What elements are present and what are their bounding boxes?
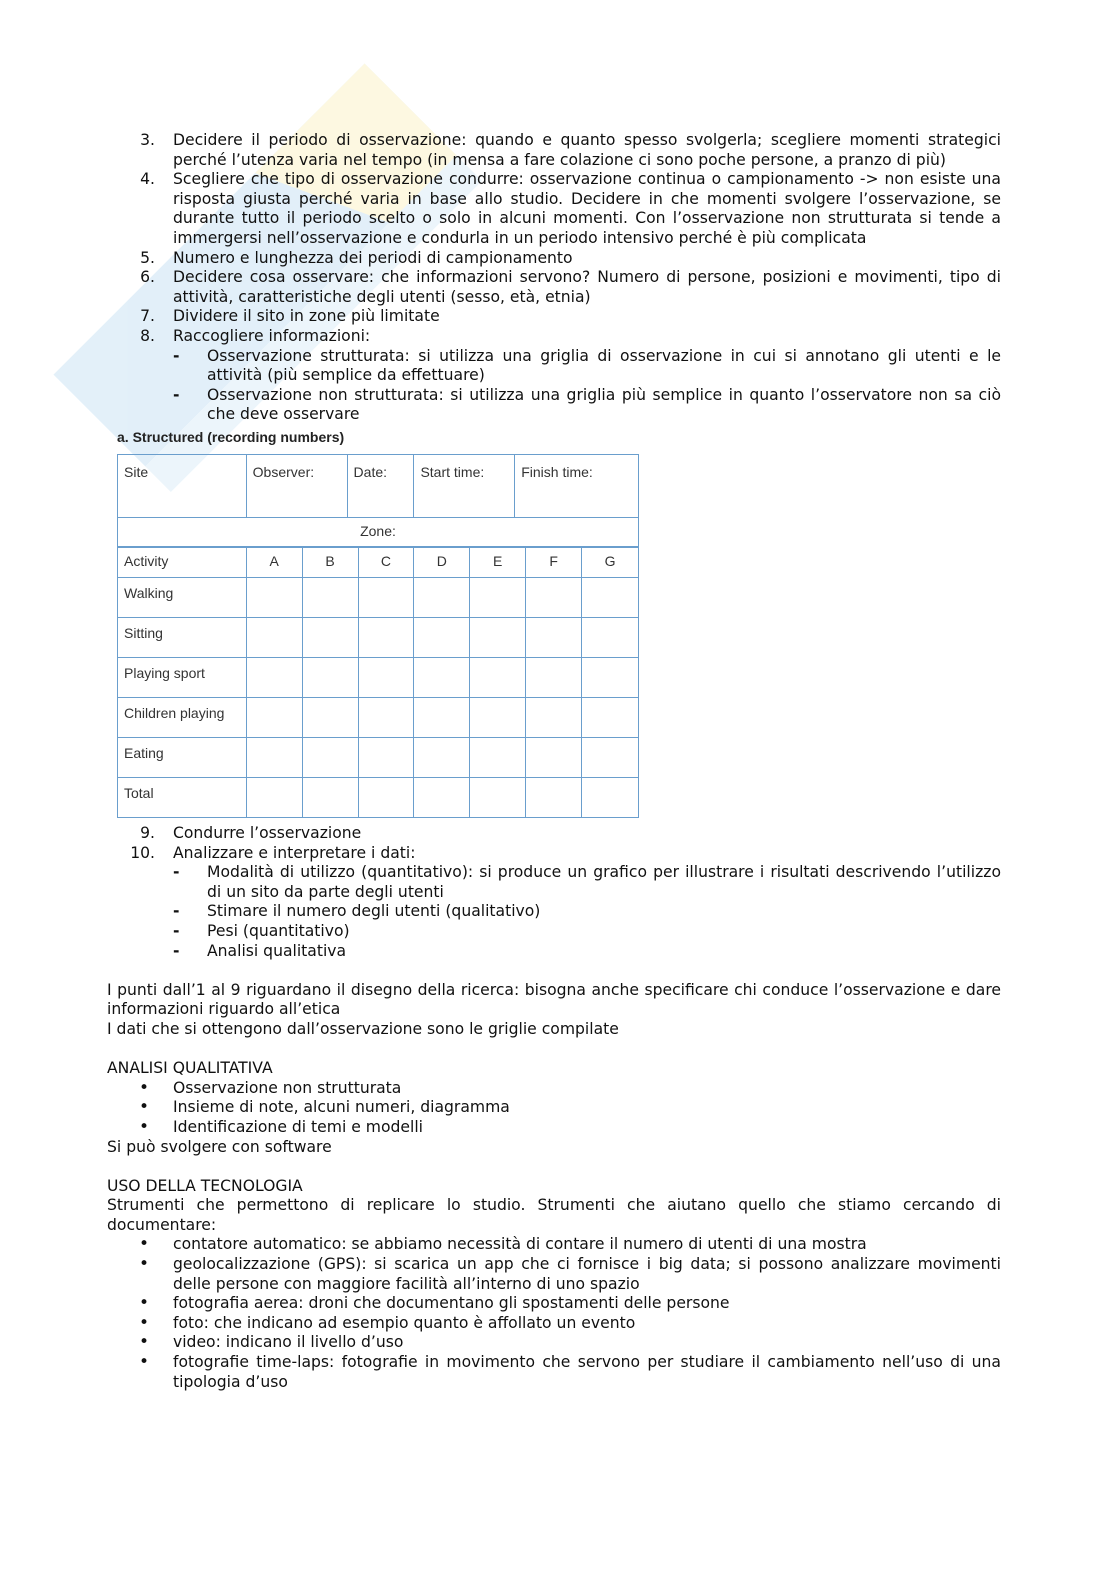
empty-cell [414,778,470,818]
empty-cell [358,698,414,738]
sublist-text: Stimare il numero degli utenti (qualitativo) [207,902,541,921]
bullet-text: contatore automatico: se abbiamo necessità di contare il numero di utenti di una mostra [173,1235,867,1254]
bullet-text: fotografia aerea: droni che documentano gli spostamenti delle persone [173,1294,730,1313]
table-row [118,658,639,698]
step10-sublist [173,863,1001,961]
empty-cell [302,658,358,698]
empty-cell [358,738,414,778]
empty-cell [302,778,358,818]
dash-marker: - [173,346,180,365]
empty-cell [246,658,302,698]
empty-cell [414,738,470,778]
dash-marker: - [173,902,180,921]
empty-cell [302,698,358,738]
activity-label: Walking [118,578,247,618]
empty-cell [526,658,582,698]
spacer [107,1157,1001,1177]
empty-cell [526,738,582,778]
empty-cell [246,698,302,738]
table-row [118,698,639,738]
bullet-item [107,1353,1001,1392]
item-text: Decidere il periodo di osservazione: quando e quanto spesso svolgerla; scegliere momenti strategici perché l’utenza varia nel tempo (in mensa a fare colazione ci sono poche persone, a pranzo di più) [173,131,1001,169]
table-row [118,738,639,778]
bullet-marker: • [139,1234,150,1255]
sublist-text: Analisi qualitativa [207,941,347,960]
table-header-row [118,454,639,517]
zone-column-header: B [302,547,358,578]
bullet-marker: • [139,1312,150,1333]
header-cell: Finish time: [515,454,639,517]
header-cell: Start time: [414,454,515,517]
item-text: Decidere cosa osservare: che informazioni servono? Numero di persone, posizioni e movimenti, tipo di attività, caratteristiche degli utenti (sesso, età, etnia) [173,268,1001,306]
bullet-item [107,1314,1001,1334]
paragraph: Si può svolgere con software [107,1137,332,1156]
empty-cell [526,578,582,618]
empty-cell [582,658,639,698]
bullet-item [107,1333,1001,1353]
bullet-marker: • [139,1332,150,1353]
list-item [107,249,1001,269]
empty-cell [246,578,302,618]
item-text: Scegliere che tipo di osservazione condurre: osservazione continua o campionamento -> non esiste una risposta giusta perché varia in base allo studio. Decidere in che momenti svolgere l’osservazione, se durante tutto il periodo scelto o solo in alcuni momenti. Con l’osservazione non strutturata si tende a immergersi nell’osservazione e condurla in un periodo intensivo perché è più complicata [173,170,1001,247]
zone-column-header: D [414,547,470,578]
empty-cell [582,778,639,818]
list-item [107,824,1001,844]
bullet-item [107,1098,1001,1118]
bullet-text: video: indicano il livello d’uso [173,1333,404,1352]
spacer [107,961,1001,981]
sublist-item [173,942,1001,962]
table-row [118,778,639,818]
bullet-text: foto: che indicano ad esempio quanto è affollato un evento [173,1313,636,1332]
item-number: 7. [140,307,155,326]
bullet-marker: • [139,1097,150,1118]
section-heading-qualitative: ANALISI QUALITATIVA [107,1059,273,1078]
empty-cell [358,618,414,658]
bullet-text: geolocalizzazione (GPS): si scarica un app che ci fornisce i big data; si possono analizzare movimenti delle persone con maggiore facilità all’interno di uno spazio [173,1255,1001,1293]
empty-cell [414,698,470,738]
table-row [118,618,639,658]
zone-column-header: F [526,547,582,578]
empty-cell [582,738,639,778]
dash-marker: - [173,921,180,940]
bullet-item [107,1118,1001,1138]
sublist-item [173,386,1001,425]
item-number: 8. [140,326,155,345]
sublist-text: Osservazione non strutturata: si utilizza una griglia più semplice in quanto l’osservatore non sa ciò che deve osservare [207,385,1001,424]
empty-cell [470,738,526,778]
empty-cell [414,658,470,698]
empty-cell [358,658,414,698]
zone-column-header: E [470,547,526,578]
document-body [107,131,1001,1392]
empty-cell [414,578,470,618]
qualitative-list [107,1079,1001,1138]
list-item [107,327,1001,425]
bullet-marker: • [139,1077,150,1098]
bullet-item [107,1255,1001,1294]
empty-cell [302,618,358,658]
sublist-item [173,863,1001,902]
empty-cell [414,618,470,658]
empty-cell [246,618,302,658]
header-cell: Observer: [246,454,347,517]
empty-cell [582,578,639,618]
header-cell: Site [118,454,247,517]
list-item [107,844,1001,962]
empty-cell [470,698,526,738]
sublist-item [173,902,1001,922]
sublist-item [173,922,1001,942]
section-heading-technology: USO DELLA TECNOLOGIA [107,1176,303,1195]
list-item [107,307,1001,327]
steps-list-b [107,824,1001,961]
item-number: 9. [140,824,155,842]
item-number: 10. [130,843,155,862]
activity-column-header: Activity [118,547,247,578]
steps-list-a [107,131,1001,425]
sublist-text: Modalità di utilizzo (quantitativo): si produce un grafico per illustrare i risultati descrivendo l’utilizzo di un sito da parte degli utenti [207,863,1001,901]
step8-sublist [173,347,1001,425]
sublist-item [173,347,1001,386]
empty-cell [526,618,582,658]
item-text: Numero e lunghezza dei periodi di campionamento [173,248,573,267]
bullet-item [107,1294,1001,1314]
dash-marker: - [173,863,180,882]
bullet-text: fotografie time-laps: fotografie in movimento che servono per studiare il cambiamento nell’uso di una tipologia d’uso [173,1353,1001,1391]
item-text: Condurre l’osservazione [173,824,362,842]
spacer [107,1040,1001,1060]
empty-cell [526,778,582,818]
activity-label: Children playing [118,698,247,738]
figure-title: a. Structured (recording numbers) [117,428,345,445]
item-number: 6. [140,268,155,287]
empty-cell [246,738,302,778]
empty-cell [582,698,639,738]
empty-cell [470,778,526,818]
empty-cell [470,578,526,618]
empty-cell [470,618,526,658]
zone-column-header: A [246,547,302,578]
list-item [107,131,1001,170]
item-number: 5. [140,248,155,267]
dash-marker: - [173,385,180,404]
bullet-item [107,1079,1001,1099]
observation-grid-table [117,454,639,548]
bullet-marker: • [139,1254,150,1275]
empty-cell [358,778,414,818]
item-text: Dividere il sito in zone più limitate [173,307,440,326]
empty-cell [582,618,639,658]
technology-list [107,1235,1001,1392]
empty-cell [358,578,414,618]
empty-cell [302,738,358,778]
item-text: Analizzare e interpretare i dati: [173,843,416,862]
activity-label: Sitting [118,618,247,658]
list-item [107,268,1001,307]
paragraph: I dati che si ottengono dall’osservazione sono le griglie compilate [107,1019,619,1038]
empty-cell [246,778,302,818]
empty-cell [470,658,526,698]
bullet-text: Insieme di note, alcuni numeri, diagramma [173,1098,510,1117]
paragraph: Strumenti che permettono di replicare lo studio. Strumenti che aiutano quello che stiamo cercando di documentare: [107,1196,1001,1234]
bullet-marker: • [139,1116,150,1137]
dash-marker: - [173,941,180,960]
activity-grid-table [117,546,639,818]
bullet-marker: • [139,1293,150,1314]
list-item [107,170,1001,248]
paragraph: I punti dall’1 al 9 riguardano il disegno della ricerca: bisogna anche specificare chi conduce l’osservazione e dare informazioni riguardo all’etica [107,980,1001,1019]
empty-cell [302,578,358,618]
activity-label: Playing sport [118,658,247,698]
sublist-text: Osservazione strutturata: si utilizza una griglia di osservazione in cui si annotano gli utenti e le attività (più semplice da effettuare) [207,346,1001,385]
table-column-header-row [118,547,639,578]
zone-row [118,517,639,547]
activity-label: Eating [118,738,247,778]
empty-cell [526,698,582,738]
item-number: 3. [140,131,155,149]
zone-column-header: G [582,547,639,578]
activity-label: Total [118,778,247,818]
table-row [118,578,639,618]
item-text: Raccogliere informazioni: [173,326,371,345]
item-number: 4. [140,170,155,189]
bullet-text: Osservazione non strutturata [173,1078,402,1097]
zone-label: Zone: [118,517,639,547]
bullet-text: Identificazione di temi e modelli [173,1117,424,1136]
bullet-marker: • [139,1352,150,1373]
zone-column-header: C [358,547,414,578]
sublist-text: Pesi (quantitativo) [207,921,350,940]
bullet-item [107,1235,1001,1255]
observation-grid-figure [117,428,1001,818]
header-cell: Date: [347,454,414,517]
